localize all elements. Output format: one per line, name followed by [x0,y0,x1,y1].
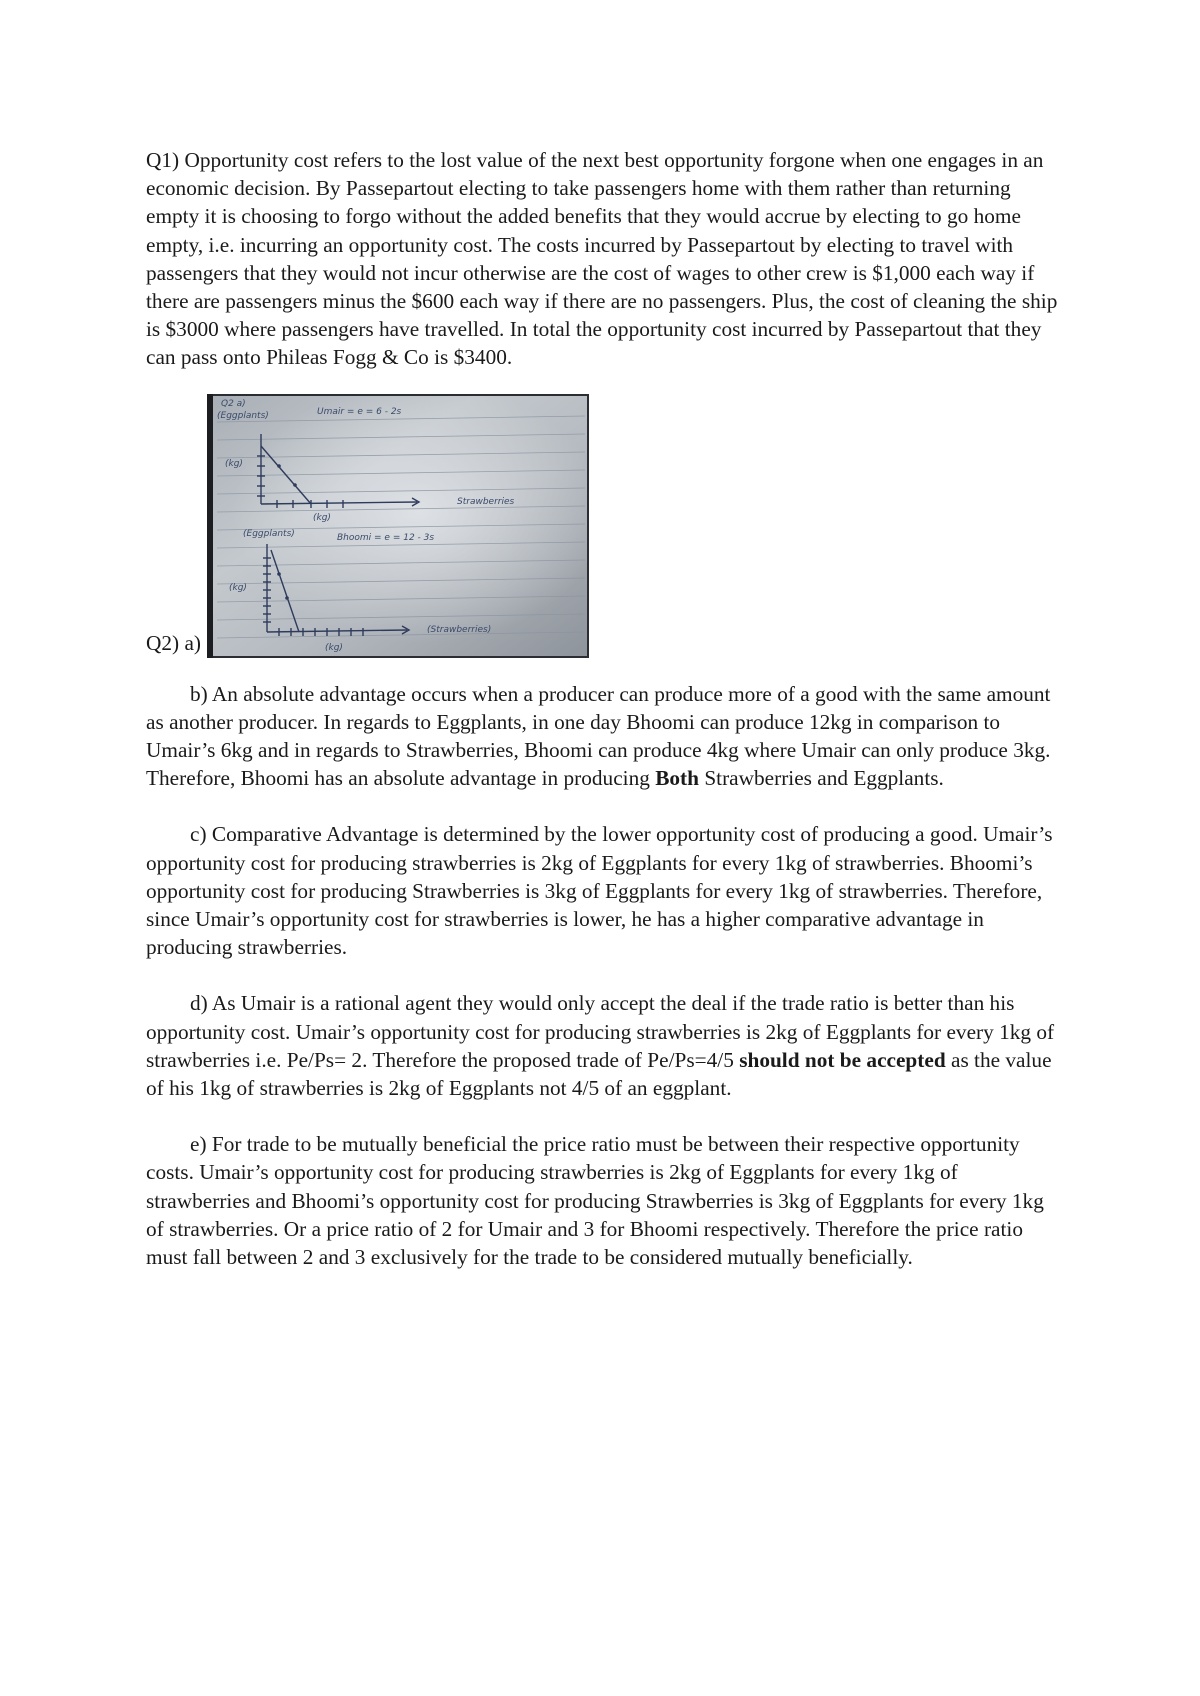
handwritten-graphs-photo [207,394,589,658]
q1-answer: Q1) Opportunity cost refers to the lost value of the next best opportunity forgone when one engages in an economic decision. By Passepartout electing to take passengers home with them rather than returning empty it is choosing to forgo without the added benefits that they would accrue by electing to go home empty, i.e. incurring an opportunity cost. The costs incurred by Passepartout by electing to travel with passengers that they would not incur otherwise are the cost of wages to other crew is $1,000 each way if there are passengers minus the $600 each way if there are no passengers. Plus, the cost of cleaning the ship is $3000 where passengers have travelled. In total the opportunity cost incurred by Passepartout that they can pass onto Phileas Fogg & Co is $3400. [146,148,1058,370]
photo-bottom-title: Bhoomi = e = 12 - 3s [337,532,435,543]
photo-header: Q2 a) [221,398,246,409]
q2d-answer: d) As Umair is a rational agent they would only accept the deal if the trade ratio is better than his opportunity cost. Umair’s opportunity cost for producing strawberries is 2kg of Eggplants for every 1kg of strawberries i.e. Pe/Ps= 2. Therefore the proposed trade of Pe/Ps=4/5 should not be accepted as the value of his 1kg of strawberries is 2kg of Eggplants not 4/5 of an eggplant. [146,991,1055,1101]
q2a-answer [146,394,1066,658]
q2a-label: Q2) a) [146,631,201,656]
photo-top-xunit: (kg) [313,512,331,523]
q2c-answer: c) Comparative Advantage is determined by the lower opportunity cost of producing a good. Umair’s opportunity cost for producing strawberries is 2kg of Eggplants for every 1kg of strawberries. Bhoomi’s opportunity cost for producing Strawberries is 3kg of Eggplants for every 1kg of strawberries. Therefore, since Umair’s opportunity cost for strawberries is lower, he has a higher comparative advantage in producing strawberries. [146,822,1053,960]
q2b-answer: b) An absolute advantage occurs when a producer can produce more of a good with the same amount as another producer. In regards to Eggplants, in one day Bhoomi can produce 12kg in comparison to Umair’s 6kg and in regards to Strawberries, Bhoomi can produce 4kg where Umair can only produce 3kg. Therefore, Bhoomi has an absolute advantage in producing Both Strawberries and Eggplants. [146,681,1051,791]
q2d-bold: should not be accepted [739,1047,946,1072]
photo-top-title: Umair = e = 6 - 2s [317,406,402,417]
photo-bottom-xlabel: (Strawberries) [427,624,492,635]
photo-top-yunit: (kg) [225,458,243,469]
q2e-answer: e) For trade to be mutually beneficial the price ratio must be between their respective opportunity costs. Umair’s opportunity cost for producing strawberries is 2kg of Eggplants for every 1kg of strawberries and Bhoomi’s opportunity cost for producing Strawberries is 3kg of Eggplants for every 1kg of strawberries. Or a price ratio of 2 for Umair and 3 for Bhoomi respectively. Therefore the price ratio must fall between 2 and 3 exclusively for the trade to be considered mutually beneficially. [146,1132,1044,1270]
photo-bottom-yunit: (kg) [229,582,247,593]
photo-bottom-xunit: (kg) [325,642,343,653]
photo-top-ylabel: (Eggplants) [217,410,269,421]
q2b-bold: Both [655,766,699,791]
photo-top-xlabel: Strawberries [457,496,515,507]
document-body [146,146,1066,1271]
photo-bottom-ylabel: (Eggplants) [243,528,295,539]
